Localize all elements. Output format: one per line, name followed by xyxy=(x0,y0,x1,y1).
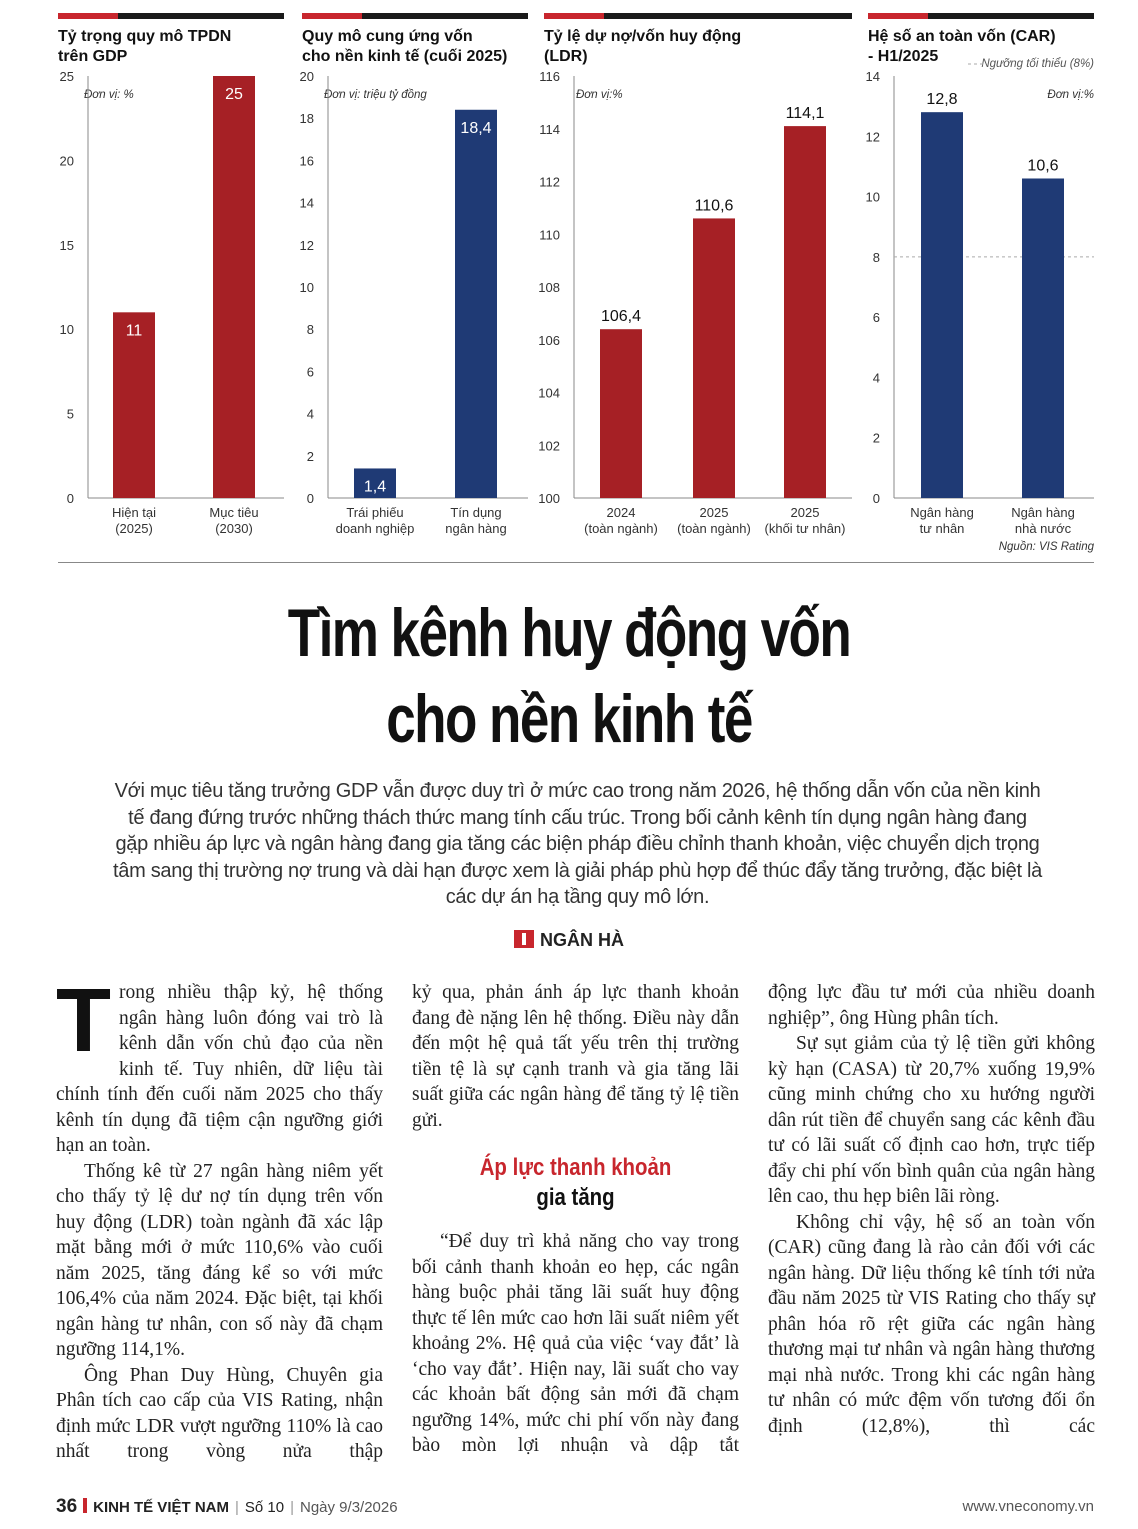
paragraph xyxy=(56,971,383,1159)
y-tick-label: 4 xyxy=(306,406,314,422)
issue-number: Số 10 xyxy=(244,1499,285,1516)
data-label: 10,6 xyxy=(1027,157,1059,175)
y-tick-label: 8 xyxy=(872,249,880,265)
y-tick-label: 0 xyxy=(66,491,74,506)
paragraph: “Để duy trì khả năng cho vay trong bối cảnh thanh khoản eo hẹp, các ngân hàng buộc phải tăng lãi suất huy động thực tế lên mức cao hơn lãi suất niêm yết khoảng 2%. Hệ quả của việc ‘vay đắt’ là ‘cho vay đắt’. Hiện nay, lãi suất cho vay các khoản bất động sản mới đã chạm ngưỡng 14%, mức chi phí vốn này đang bào mòn lợi nhuận và dập tắt xyxy=(412,1231,739,1456)
x-tick-label: Hiện tại xyxy=(111,505,157,520)
y-tick-label: 16 xyxy=(299,153,314,169)
x-tick-label: ngân hàng xyxy=(445,521,507,536)
chart-unit: Đơn vị: triệu tỷ đồng xyxy=(324,89,427,101)
subheading-line-2: gia tăng xyxy=(536,1184,615,1211)
x-tick-label: Ngân hàng xyxy=(1011,505,1075,520)
chart-unit: Đơn vị: % xyxy=(84,89,134,101)
bar xyxy=(213,76,255,498)
page-number: 36 xyxy=(56,1496,78,1517)
threshold-label: Ngưỡng tối thiểu (8%) xyxy=(981,58,1094,70)
section-divider xyxy=(58,562,1094,563)
y-tick-label: 25 xyxy=(59,69,74,84)
paragraph-text: rong nhiều thập kỷ, hệ thống ngân hàng luôn đóng vai trò là kênh dẫn vốn chủ đạo của nền kinh tế. Tuy nhiên, dữ liệu tài chính tính đến cuối năm 2025 cho thấy kênh tín dụng đã tiệm cận ngưỡng giới hạn an toàn. xyxy=(56,982,383,1156)
x-tick-label: (toàn ngành) xyxy=(677,521,751,536)
chart-panel-2 xyxy=(299,13,528,561)
data-label: 110,6 xyxy=(694,197,734,215)
x-tick-label: doanh nghiệp xyxy=(335,521,415,536)
chart-svg xyxy=(58,13,284,561)
y-tick-label: 18 xyxy=(299,111,314,127)
bar xyxy=(113,312,155,498)
chart-svg xyxy=(299,13,528,561)
y-tick-label: 14 xyxy=(865,69,880,84)
y-tick-label: 6 xyxy=(306,364,314,380)
y-tick-label: 2 xyxy=(872,430,880,446)
body-column-3 xyxy=(768,980,1095,1439)
y-tick-label: 110 xyxy=(539,227,560,243)
y-tick-label: 116 xyxy=(539,69,560,84)
chart-svg xyxy=(865,13,1094,561)
paragraph: Ông Phan Duy Hùng, Chuyên gia Phân tích cao cấp của VIS Rating, nhận định mức LDR vượt ngưỡng 110% là cao nhất trong vòng nửa thập xyxy=(56,1364,383,1462)
paragraph: Không chỉ vậy, hệ số an toàn vốn (CAR) cũng đang là rào cản đối với các ngân hàng. Dữ liệu thống kê tính tới nửa đầu năm 2025 từ VIS Rating cho thấy sự phân hóa rõ rệt giữa các ngân hàng thương mại tư nhân và ngân hàng thương mại nhà nước. Trong khi các ngân hàng tư nhân có mức đệm vốn tương đối ổn định (12,8%), thì các xyxy=(768,1211,1095,1437)
y-tick-label: 5 xyxy=(66,406,74,422)
y-tick-label: 100 xyxy=(538,491,560,506)
y-tick-label: 102 xyxy=(538,438,560,454)
chart-unit: Đơn vị:% xyxy=(576,89,623,101)
y-tick-label: 108 xyxy=(538,280,560,295)
bar xyxy=(600,329,642,498)
chart-title: Hệ số an toàn vốn (CAR) - H1/2025 xyxy=(868,28,1056,65)
x-tick-label: (2030) xyxy=(215,521,253,536)
y-tick-label: 0 xyxy=(872,491,880,506)
y-tick-label: 4 xyxy=(872,370,880,386)
x-tick-label: Ngân hàng xyxy=(910,505,974,520)
bar xyxy=(921,112,963,498)
data-label: 114,1 xyxy=(785,105,825,123)
footer-mark xyxy=(83,1498,87,1513)
website-link[interactable]: www.vneconomy.vn xyxy=(962,1498,1094,1515)
y-tick-label: 10 xyxy=(59,322,74,338)
issue-date: Ngày 9/3/2026 xyxy=(300,1499,398,1516)
x-tick-label: (toàn ngành) xyxy=(584,521,658,536)
x-tick-label: Mục tiêu xyxy=(209,505,259,520)
bar xyxy=(784,126,826,498)
x-tick-label: 2024 xyxy=(606,505,636,520)
x-tick-label: 2025 xyxy=(699,505,729,520)
footer-separator: | xyxy=(234,1499,239,1516)
x-tick-label: (khối tư nhân) xyxy=(764,521,846,536)
data-label: 11 xyxy=(125,322,143,340)
author-icon xyxy=(514,930,534,948)
y-tick-label: 20 xyxy=(59,153,74,169)
data-label: 18,4 xyxy=(460,119,492,137)
bar xyxy=(693,218,735,498)
lede: Với mục tiêu tăng trưởng GDP vẫn được duy trì ở mức cao trong năm 2026, hệ thống dẫn vốn của nền kinh tế đang đứng trước những thách thức mang tính cấu trúc. Trong bối cảnh kênh tín dụng ngân hàng đang gặp nhiều áp lực và ngân hàng đang gia tăng các biện pháp điều chỉnh thanh khoản, việc chuyển dịch trọng tâm sang thị trường nợ trung và dài hạn được xem là giải pháp phù hợp để thúc đẩy tăng trưởng, đặc biệt là các dự án hạ tầng quy mô lớn. xyxy=(113,780,1042,908)
chart-svg xyxy=(538,13,852,561)
x-tick-label: Trái phiếu xyxy=(346,505,404,520)
chart-panel-4 xyxy=(865,13,1094,561)
bar xyxy=(1022,178,1064,498)
data-label: 106,4 xyxy=(600,308,642,326)
y-tick-label: 10 xyxy=(865,189,880,205)
paragraph: động lực đầu tư mới của nhiều doanh nghiệp”, ông Hùng phân tích. xyxy=(768,982,1095,1029)
y-tick-label: 8 xyxy=(306,322,314,338)
chart-unit: Đơn vị:% xyxy=(1047,89,1094,101)
body-column-1 xyxy=(56,971,383,1465)
y-tick-label: 20 xyxy=(299,69,314,84)
x-tick-label: tư nhân xyxy=(919,521,965,536)
paragraph: kỷ qua, phản ánh áp lực thanh khoản đang đè nặng lên hệ thống. Điều này dẫn đến một hệ quả tất yếu trên thị trường tiền tệ là sự cạnh tranh và gia tăng lãi suất giữa các ngân hàng để tăng tỷ lệ tiền gửi. xyxy=(412,982,739,1131)
x-tick-label: 2025 xyxy=(790,505,820,520)
byline-name: NGÂN HÀ xyxy=(540,930,624,950)
y-tick-label: 12 xyxy=(865,129,880,145)
subheading xyxy=(412,1153,739,1213)
y-tick-label: 0 xyxy=(306,491,314,506)
y-tick-label: 12 xyxy=(299,237,314,253)
y-tick-label: 104 xyxy=(538,385,560,401)
y-tick-label: 106 xyxy=(538,332,560,348)
body-column-2 xyxy=(412,980,739,1459)
footer-separator: | xyxy=(290,1499,294,1516)
y-tick-label: 6 xyxy=(872,310,880,326)
headline-line-1: Tìm kênh huy động vốn xyxy=(287,595,851,671)
headline xyxy=(125,590,1013,762)
magazine-name: KINH TẾ VIỆT NAM xyxy=(93,1499,229,1516)
paragraph: Thống kê từ 27 ngân hàng niêm yết cho thấy tỷ lệ dư nợ tín dụng trên vốn huy động (LDR) toàn ngành đã xác lập mặt bằng mới ở mức 110,6% vào cuối năm 2025, tăng đáng kể so với mức 106,4% của năm 2024. Đặc biệt, tại khối ngân hàng tư nhân, con số này đã chạm ngưỡng 114,1%. xyxy=(56,1160,383,1360)
drop-cap: T xyxy=(56,971,111,1071)
paragraph: Sự sụt giảm của tỷ lệ tiền gửi không kỳ hạn (CASA) từ 20,7% xuống 19,9% cũng minh chứng cho xu hướng người dân rút tiền để chuyển sang các kênh đầu tư có lãi suất cố định cao hơn, trực tiếp đẩy chi phí vốn bình quân của ngân hàng lên cao, thu hẹp biên lãi ròng. xyxy=(768,1033,1095,1207)
y-tick-label: 112 xyxy=(539,174,560,190)
byline xyxy=(0,930,1138,951)
subheading-line-1: Áp lực thanh khoản xyxy=(479,1154,672,1181)
bar xyxy=(455,110,497,498)
page-footer xyxy=(56,1496,1094,1518)
y-tick-label: 14 xyxy=(299,195,314,211)
x-tick-label: (2025) xyxy=(115,521,153,536)
x-tick-label: nhà nước xyxy=(1014,521,1072,536)
chart-title: Quy mô cung ứng vốn cho nền kinh tế (cuối 2025) xyxy=(302,28,508,65)
y-tick-label: 2 xyxy=(306,448,314,464)
chart-panel-1 xyxy=(58,13,284,561)
y-tick-label: 10 xyxy=(299,280,314,295)
data-label: 25 xyxy=(225,86,243,103)
x-tick-label: Tín dụng xyxy=(450,505,502,520)
data-label: 1,4 xyxy=(363,478,387,496)
y-tick-label: 15 xyxy=(59,237,74,253)
chart-source: Nguồn: VIS Rating xyxy=(998,541,1094,553)
chart-panel-3 xyxy=(538,13,852,561)
chart-title: Tỷ trọng quy mô TPDN trên GDP xyxy=(58,28,232,65)
data-label: 12,8 xyxy=(926,91,958,109)
headline-line-2: cho nền kinh tế xyxy=(386,681,752,757)
chart-title: Tỷ lệ dự nợ/vốn huy động (LDR) xyxy=(544,28,742,65)
y-tick-label: 114 xyxy=(539,121,560,137)
